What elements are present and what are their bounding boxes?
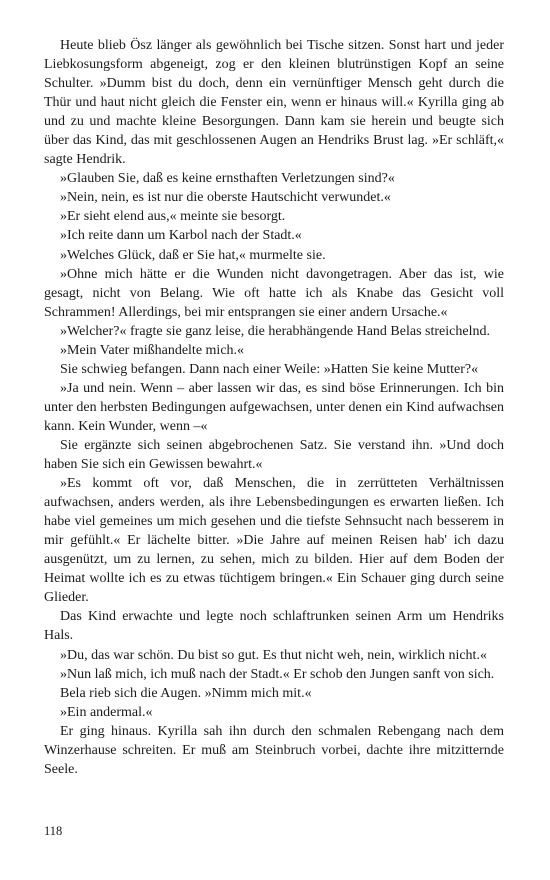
paragraph: »Welcher?« fragte sie ganz leise, die herabhängende Hand Belas streichelnd. bbox=[60, 323, 490, 339]
paragraph: Sie schwieg befangen. Dann nach einer Weile: »Hatten Sie keine Mutter?« bbox=[60, 361, 479, 377]
paragraph: »Glauben Sie, daß es keine ernsthaften Verletzungen sind?« bbox=[60, 171, 395, 187]
paragraph: »Ein andermal.« bbox=[60, 704, 153, 720]
paragraph: »Er sieht elend aus,« meinte sie besorgt. bbox=[60, 209, 286, 225]
paragraph: Bela rieb sich die Augen. »Nimm mich mit.« bbox=[60, 685, 312, 701]
paragraph: »Nein, nein, es ist nur die oberste Hautschicht verwundet.« bbox=[60, 190, 391, 206]
paragraph: »Ja und nein. Wenn – aber lassen wir das, es sind böse Erinnerungen. Ich bin unter den herbsten Bedingungen aufgewachsen, unter denen ein Kind aufwachsen kann. Kein Wunder, wenn –« bbox=[44, 380, 504, 434]
paragraph: »Ohne mich hätte er die Wunden nicht davongetragen. Aber das ist, wie gesagt, nicht von Belang. Wie oft hatte ich als Knabe das Gesicht voll Schrammen! Allerdings, bei mir entsprangen sie einer andern Ursache.« bbox=[44, 266, 504, 320]
paragraph: »Es kommt oft vor, daß Menschen, die in zerrütteten Verhältnissen aufwachsen, anders werden, als ihre Lebensbedingungen es erwarten ließen. Ich habe viel gemeines um mich gesehen und die tiefste Sehnsucht nach besserem in mir gefühlt.« Er lächelte bitter. »Die Jahre auf meinen Reisen hab' ich dazu ausgenützt, um zu lernen, zu sehen, mich zu bilden. Hier auf dem Boden der Heimat wollte ich es zu etwas tüchtigem bringen.« Ein Schauer ging durch seine Glieder. bbox=[44, 476, 504, 606]
paragraph: Er ging hinaus. Kyrilla sah ihn durch den schmalen Rebengang nach dem Winzerhause schreiten. Er muß am Steinbruch vorbei, dachte ihre mitzitternde Seele. bbox=[44, 723, 504, 777]
paragraph: Heute blieb Ösz länger als gewöhnlich bei Tische sitzen. Sonst hart und jeder Liebkosungsform abgeneigt, zog er den kleinen blutrünstigen Kopf an seine Schulter. »Dumm bist du doch, denn ein vernünftiger Mensch geht durch die Thür und haut nicht gleich die Fenster ein, wenn er hinaus will.« Kyrilla ging ab und zu und machte kleine Besorgungen. Dann kam sie herein und beugte sich über das Kind, das mit geschlossenen Augen an Hendriks Brust lag. »Er schläft,« sagte Hendrik. bbox=[44, 38, 504, 168]
paragraph: »Mein Vater mißhandelte mich.« bbox=[60, 342, 245, 358]
paragraph: »Nun laß mich, ich muß nach der Stadt.« Er schob den Jungen sanft von sich. bbox=[60, 666, 495, 682]
paragraph: »Du, das war schön. Du bist so gut. Es thut nicht weh, nein, wirklich nicht.« bbox=[60, 647, 487, 663]
page-number: 118 bbox=[44, 824, 63, 838]
paragraph: Das Kind erwachte und legte noch schlaftrunken seinen Arm um Hendriks Hals. bbox=[44, 609, 504, 644]
paragraph: »Welches Glück, daß er Sie hat,« murmelte sie. bbox=[60, 247, 326, 263]
paragraph: Sie ergänzte sich seinen abgebrochenen Satz. Sie verstand ihn. »Und doch haben Sie sich ein Gewissen bewahrt.« bbox=[44, 437, 504, 473]
page-body-text bbox=[44, 36, 504, 779]
paragraph: »Ich reite dann um Karbol nach der Stadt.« bbox=[60, 228, 302, 244]
